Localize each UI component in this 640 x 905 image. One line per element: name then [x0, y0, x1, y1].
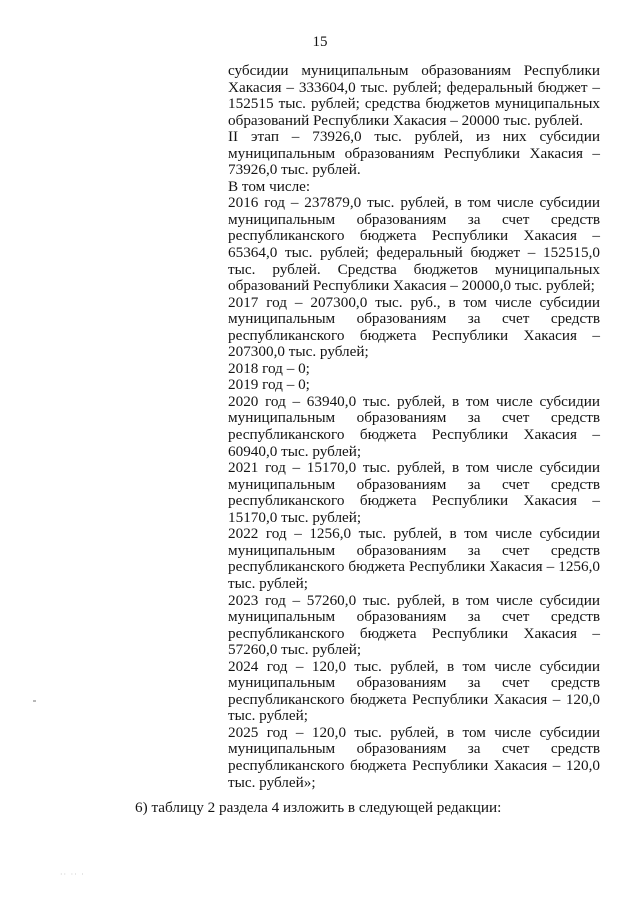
- paragraph-stage-2: II этап – 73926,0 тыс. рублей, из них субсидии муниципальным образованиям Республики Хакасия – 73926,0 тыс. рублей.: [228, 128, 600, 179]
- page-number: 15: [312, 34, 328, 50]
- paragraph-year-2024: 2024 год – 120,0 тыс. рублей, в том числе субсидии муниципальным образованиям за счет средств республиканского бюджета Республики Хакасия – 120,0 тыс. рублей;: [228, 657, 600, 725]
- paragraph-year-2021: 2021 год – 15170,0 тыс. рублей, в том числе субсидии муниципальным образованиям за счет средств республиканского бюджета Республики Хакасия – 15170,0 тыс. рублей;: [228, 459, 600, 526]
- paragraph-year-2020: 2020 год – 63940,0 тыс. рублей, в том числе субсидии муниципальным образованиям за счет средств республиканского бюджета Республики Хакасия – 60940,0 тыс. рублей;: [228, 392, 600, 460]
- funding-text-block: [228, 63, 600, 791]
- paragraph-year-2017: 2017 год – 207300,0 тыс. руб., в том числе субсидии муниципальным образованиям за счет средств республиканского бюджета Республики Хакасия – 207300,0 тыс. рублей;: [228, 293, 600, 361]
- paragraph-year-2022: 2022 год – 1256,0 тыс. рублей, в том числе субсидии муниципальным образованиям за счет средств республиканского бюджета Республики Хакасия – 1256,0 тыс. рублей;: [228, 525, 600, 592]
- scan-speck: [33, 700, 36, 702]
- paragraph-year-2025: 2025 год – 120,0 тыс. рублей, в том числе субсидии муниципальным образованиям за счет средств республиканского бюджета Республики Хакасия – 120,0 тыс. рублей»;: [228, 723, 600, 791]
- paragraph-year-2023: 2023 год – 57260,0 тыс. рублей, в том числе субсидии муниципальным образованиям за счет средств республиканского бюджета Республики Хакасия – 57260,0 тыс. рублей;: [228, 591, 600, 659]
- scan-artifact-footer: ·· ·· ·: [60, 870, 85, 879]
- paragraph-stage-1-subsidies: субсидии муниципальным образованиям Республики Хакасия – 333604,0 тыс. рублей; федеральный бюджет – 152515 тыс. рублей; средства бюджетов муниципальных образований Республики Хакасия – 20000 тыс. рублей.: [228, 62, 600, 129]
- paragraph-year-2016: 2016 год – 237879,0 тыс. рублей, в том числе субсидии муниципальным образованиям за счет средств республиканского бюджета Республики Хакасия – 65364,0 тыс. рублей; федеральный бюджет – 152515,0 тыс. рублей. Средства бюджетов муниципальных образований Республики Хакасия – 20000,0 тыс. рублей;: [228, 194, 600, 295]
- paragraph-year-2019: 2019 год – 0;: [228, 376, 310, 394]
- paragraph-including: В том числе:: [228, 177, 311, 195]
- amendment-item-6: 6) таблицу 2 раздела 4 изложить в следующей редакции:: [135, 799, 502, 816]
- paragraph-year-2018: 2018 год – 0;: [228, 359, 310, 377]
